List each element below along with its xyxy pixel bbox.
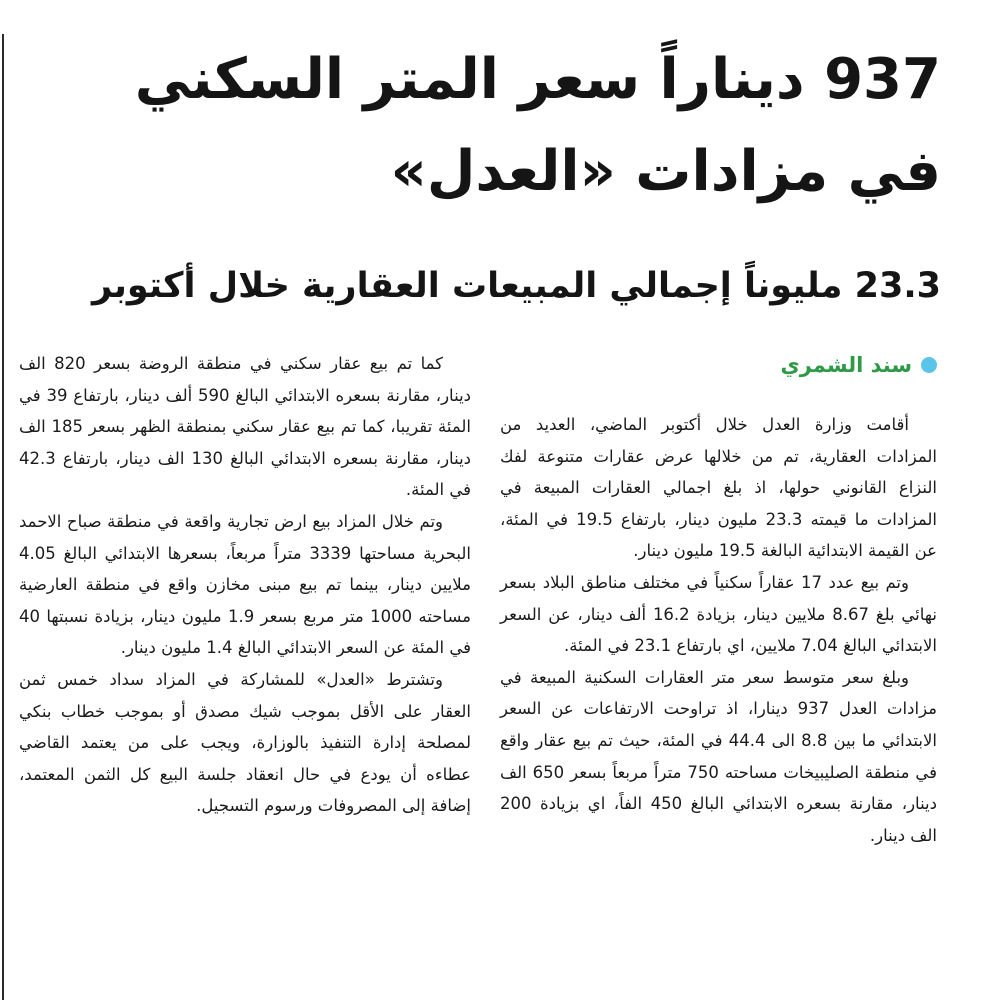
paragraph: كما تم بيع عقار سكني في منطقة الروضة بسعر 820 الف دينار، مقارنة بسعره الابتدائي البالغ 590 ألف دينار، بارتفاع 39 في المئة تقريبا، كما تم بيع عقار سكني بمنطقة الظهر بسعر 185 الف دينار، مقارنة بسعره الابتدائي البالغ 130 الف دينار، بارتفاع 42.3 في المئة. [19,354,472,500]
headline [61,34,941,218]
column-divider-line [2,34,4,1000]
paragraph: وتم بيع عدد 17 عقاراً سكنياً في مختلف مناطق البلاد بسعر نهائي بلغ 8.67 ملايين دينار، بزيادة 16.2 ألف دينار، عن السعر الابتدائي البالغ 7.04 ملايين، اي بارتفاع 23.1 في المئة. [500,572,938,656]
byline-dot-icon [921,357,937,373]
headline-line-1: 937 ديناراً سعر المتر السكني [134,47,941,112]
paragraph: أقامت وزارة العدل خلال أكتوبر الماضي، العديد من المزادات العقارية، تم من خلالها عرض عقارات متنوعة لفك النزاع القانوني حولها، اذ بلغ اجمالي العقارات المبيعة في المزادات ما قيمته 23.3 مليون دينار، بارتفاع 19.5 في المئة، عن القيمة الابتدائية البالغة 19.5 مليون دينار. [500,415,937,561]
article-column-left [19,348,471,822]
subheadline: 23.3 مليوناً إجمالي المبيعات العقارية خلال أكتوبر [92,266,941,306]
byline [757,350,937,380]
paragraph: وتم خلال المزاد بيع ارض تجارية واقعة في منطقة صباح الاحمد البحرية مساحتها 3339 متراً مربعاً، بسعرها الابتدائي البالغ 4.05 ملايين دينار، بينما تم بيع مبنى مخازن واقع في منطقة العارضية مساحته 1000 متر مربع بسعر 1.9 مليون دينار، بزيادة نسبتها 40 في المئة عن السعر الابتدائي البالغ 1.4 مليون دينار. [19,511,472,658]
headline-line-2: في مزادات «العدل» [390,139,941,204]
paragraph: وبلغ سعر متوسط سعر متر العقارات السكنية المبيعة في مزادات العدل 937 دينارا، اذ تراوحت الارتفاعات عن السعر الابتدائي ما بين 8.8 الى 44.4 في المئة، حيث تم بيع عقار واقع في منطقة الصليبيخات مساحته 750 متراً مربعاً بسعر 650 الف دينار، مقارنة بسعره الابتدائي البالغ 450 الفاً، اي بزيادة 200 الف دينار. [500,667,938,845]
article-column-right [500,409,937,851]
byline-author: سند الشمري [780,353,912,377]
paragraph: وتشترط «العدل» للمشاركة في المزاد سداد خمس ثمن العقار على الأقل بموجب شيك مصدق أو بموجب خطاب بنكي لمصلحة إدارة التنفيذ بالوزارة، ويجب على من يعتمد القاضي عطاءه أن يودع في حال انعقاد جلسة البيع كل الثمن المعتمد، إضافة إلى المصروفات ورسوم التسجيل. [19,669,471,816]
